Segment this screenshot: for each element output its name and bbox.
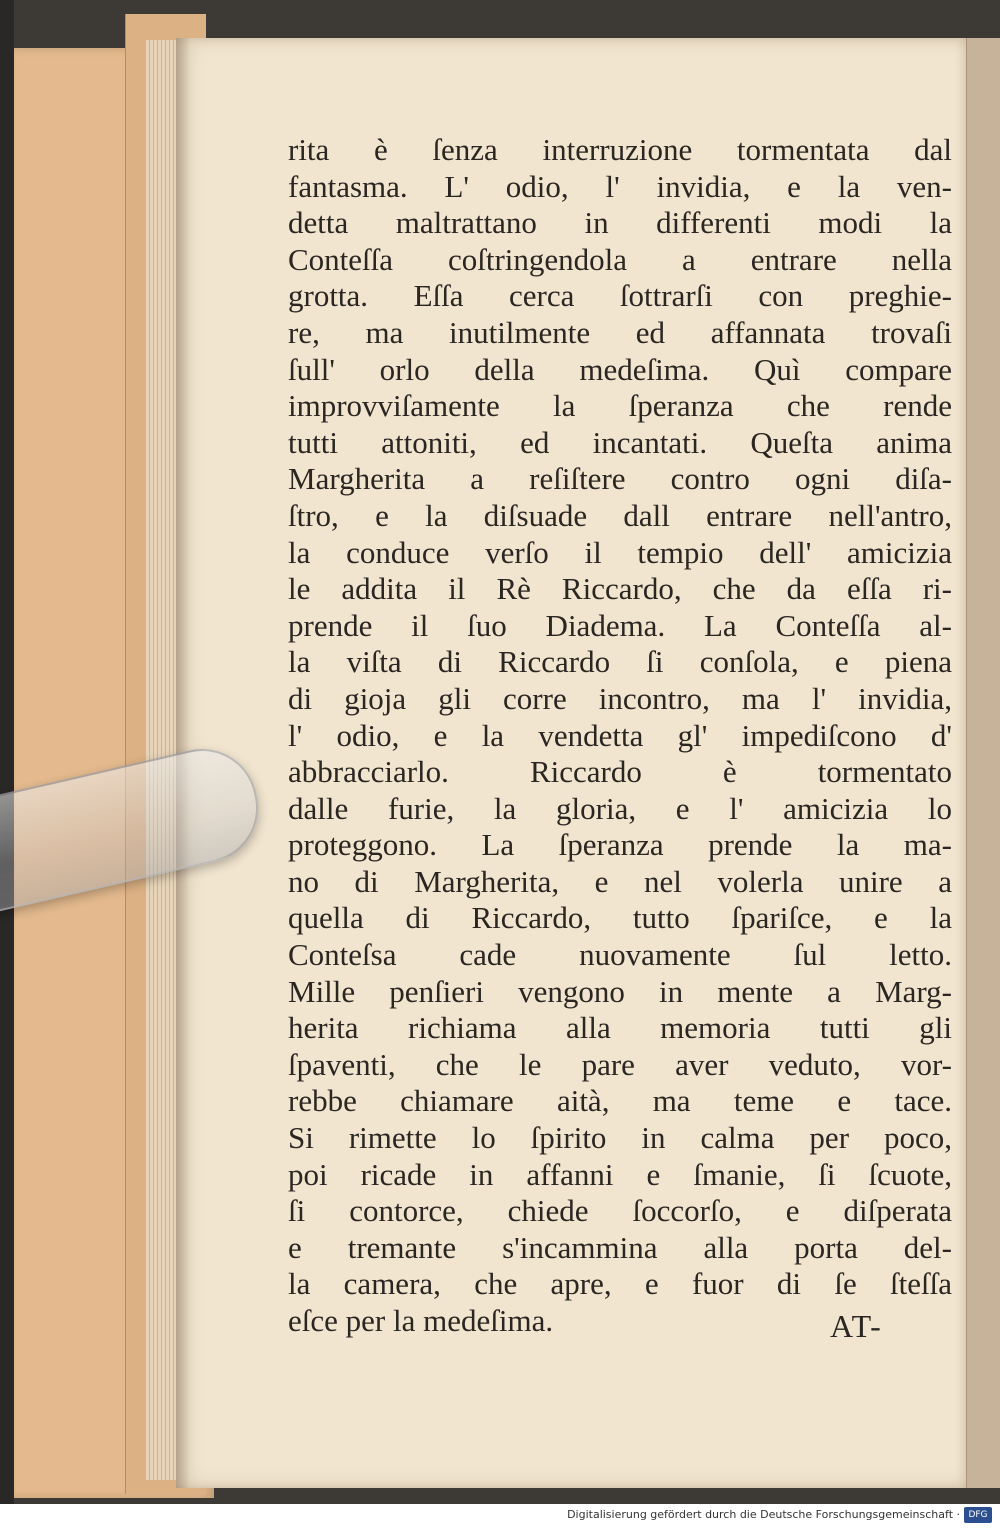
text-line: ſi contorce, chiede ſoccorſo, e diſperata bbox=[288, 1193, 952, 1229]
text-line: rebbe chiamare aità, ma teme e tace. bbox=[288, 1083, 952, 1119]
text-line: Conteſſa coſtringendola a entrare nella bbox=[288, 241, 952, 277]
text-line: ſull' orlo della medeſima. Quì compare bbox=[288, 351, 952, 387]
text-line: poi ricade in affanni e ſmanie, ſi ſcuote, bbox=[288, 1156, 952, 1192]
text-line: detta maltrattano in differenti modi la bbox=[288, 205, 952, 241]
text-line: prende il ſuo Diadema. La Conteſſa al- bbox=[288, 607, 952, 643]
text-line: Margherita a reſiſtere contro ogni diſa- bbox=[288, 461, 952, 497]
text-line: Conteſsa cade nuovamente ſul letto. bbox=[288, 937, 952, 973]
text-line: rita è ſenza interruzione tormentata dal bbox=[288, 132, 952, 167]
dfg-logo-icon: DFG bbox=[964, 1507, 992, 1523]
scan-edge bbox=[0, 0, 14, 1530]
text-line: la viſta di Riccardo ſi conſola, e piena bbox=[288, 644, 952, 680]
text-line: le addita il Rè Riccardo, che da eſſa ri- bbox=[288, 571, 952, 607]
text-line: grotta. Eſſa cerca ſottrarſi con preghie- bbox=[288, 278, 952, 314]
facing-page-edge bbox=[966, 38, 1000, 1488]
catchword: AT- bbox=[830, 1308, 883, 1344]
text-line: herita richiama alla memoria tutti gli bbox=[288, 1010, 952, 1046]
text-line: Mille penſieri vengono in mente a Marg- bbox=[288, 973, 952, 1009]
text-line: di gioja gli corre incontro, ma l' invidia, bbox=[288, 680, 952, 716]
text-line: Si rimette lo ſpirito in calma per poco, bbox=[288, 1120, 952, 1156]
text-line: ſtro, e la diſsuade dall entrare nell'antro, bbox=[288, 497, 952, 533]
text-line: fantasma. L' odio, l' invidia, e la ven- bbox=[288, 168, 952, 204]
text-line: la conduce verſo il tempio dell' amicizia bbox=[288, 534, 952, 570]
text-line: ſpaventi, che le pare aver veduto, vor- bbox=[288, 1046, 952, 1082]
text-line: l' odio, e la vendetta gl' impediſcono d' bbox=[288, 717, 952, 753]
text-line: no di Margherita, e nel volerla unire a bbox=[288, 863, 952, 899]
text-line: e tremante s'incammina alla porta del- bbox=[288, 1229, 952, 1265]
text-line: proteggono. La ſperanza prende la ma- bbox=[288, 827, 952, 863]
text-line: la camera, che apre, e fuor di ſe ſteſſa bbox=[288, 1266, 952, 1302]
text-line: abbracciarlo. Riccardo è tormentato bbox=[288, 754, 952, 790]
text-line: tutti attoniti, ed incantati. Queſta anima bbox=[288, 424, 952, 460]
text-line: re, ma inutilmente ed affannata trovaſi bbox=[288, 314, 952, 350]
footer-credit: Digitalisierung gefördert durch die Deutsche Forschungsgemeinschaft · bbox=[567, 1508, 960, 1521]
text-line: quella di Riccardo, tutto ſpariſce, e la bbox=[288, 900, 952, 936]
text-line: improvviſamente la ſperanza che rende bbox=[288, 388, 952, 424]
text-line: eſce per la medeſima. bbox=[288, 1303, 554, 1338]
text-line: dalle furie, la gloria, e l' amicizia lo bbox=[288, 790, 952, 826]
page-text bbox=[288, 132, 952, 1340]
